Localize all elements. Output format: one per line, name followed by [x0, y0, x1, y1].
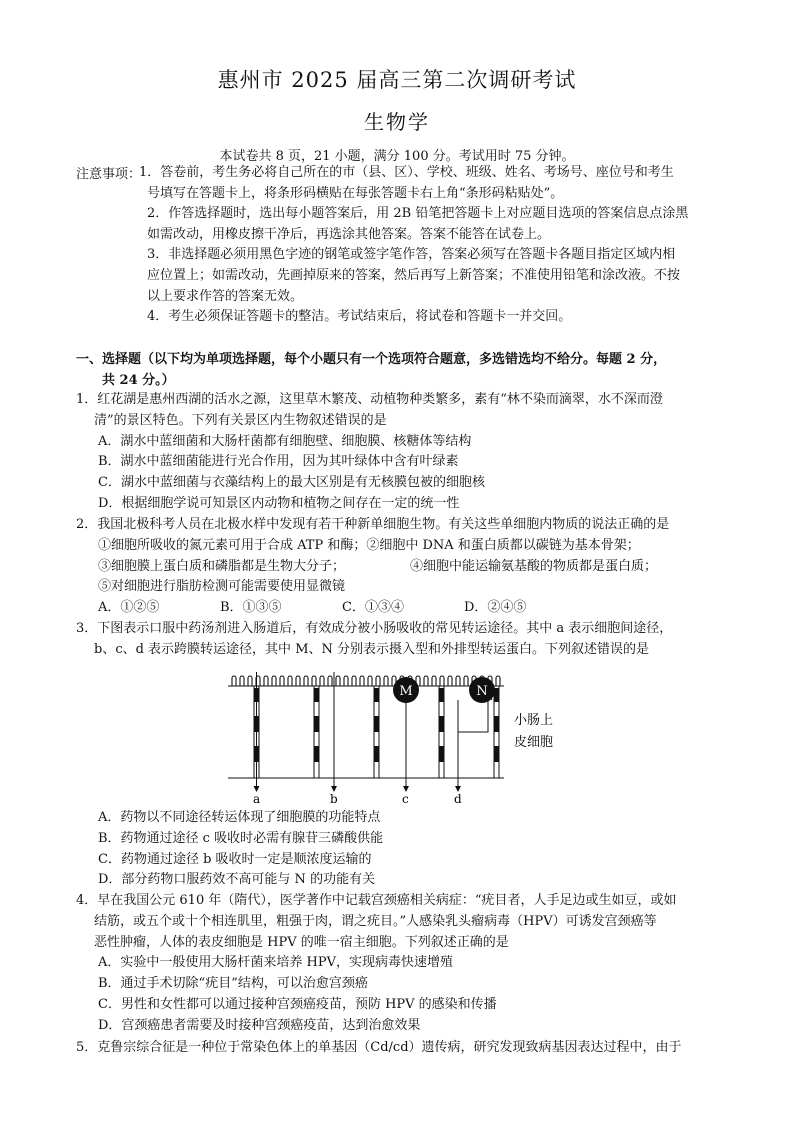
- notice-label: 注意事项：: [76, 167, 142, 182]
- statement-line: ③细胞膜上蛋白质和磷脂都是生物大分子； ④细胞中能运输氨基酸的物质都是蛋白质；: [98, 558, 658, 574]
- option-d: D．根据细胞学说可知景区内动物和植物之间存在一定的统一性: [98, 495, 460, 511]
- question-4: [76, 891, 720, 1037]
- section-heading-line: 一、选择题（以下均为单项选择题，每个小题只有一个选项符合题意，多选错选均不给分。每题 2 分，: [76, 352, 667, 367]
- label-n: N: [476, 684, 488, 699]
- notice-line: 如需改动，用橡皮擦干净后，再选涂其他答案。答案不能答在试卷上。: [147, 226, 551, 242]
- exam-info: 本试卷共 8 页，21 小题，满分 100 分。考试用时 75 分钟。: [219, 149, 575, 164]
- choice-row: [76, 598, 720, 619]
- option-c: C．男性和女性都可以通过接种宫颈癌疫苗，预防 HPV 的感染和传播: [98, 996, 497, 1012]
- option-a: A．实验中一般使用大肠杆菌来培养 HPV，实现病毒快速增殖: [98, 955, 453, 971]
- option-d: D．部分药物口服药效不高可能与 N 的功能有关: [98, 872, 376, 888]
- notice-line: 1．答卷前，考生务必将自己所在的市（县、区）、学校、班级、姓名、考场号、座位号和考生: [139, 165, 674, 180]
- intestine-transport-diagram: [226, 670, 596, 805]
- section-heading-line: 共 24 分。）: [102, 373, 175, 388]
- notice-line: 3．非选择题必须用黑色字迹的钢笔或签字笔作答，答案必须写在答题卡各题目指定区域内相: [147, 247, 676, 263]
- option-b: B．药物通过途径 c 吸收时必需有腺苷三磷酸供能: [98, 830, 384, 846]
- label-b: b: [330, 792, 338, 805]
- option-a: A．湖水中蓝细菌和大肠杆菌都有细胞壁、细胞膜、核糖体等结构: [98, 433, 472, 449]
- option-c: C．湖水中蓝细菌与衣藻结构上的最大区别是有无核膜包被的细胞核: [98, 475, 485, 491]
- notice-line: 号填写在答题卡上，将条形码横贴在每张答题卡右上角“条形码粘贴处”。: [147, 185, 564, 201]
- label-m: M: [399, 684, 413, 699]
- option-c: C．①③④: [342, 600, 404, 616]
- question-5: [76, 1038, 720, 1059]
- tight-junctions: [254, 688, 499, 762]
- option-d: D．宫颈癌患者需要及时接种宫颈癌疫苗，达到治愈效果: [98, 1017, 421, 1033]
- label-d: d: [454, 792, 462, 805]
- section-heading: [76, 349, 720, 391]
- option-d: D．②④⑤: [464, 600, 527, 616]
- question-stem: 5．克鲁宗综合征是一种位于常染色体上的单基因（Cd/cd）遗传病，研究发现致病基因表达过程中，由于: [76, 1040, 682, 1055]
- question-3-options: [76, 808, 720, 891]
- option-b: B．①③⑤: [220, 600, 282, 616]
- question-stem: 1．红花湖是惠州西湖的活水之源，这里草木繁茂、动植物种类繁多，素有“林不染而滴翠，水不深而澄 清”的景区特色。下列有关景区内生物叙述错误的是: [76, 392, 663, 428]
- notice-line: 应位置上；如需改动，先画掉原来的答案，然后再写上新答案；不准使用铅笔和涂改液。不按: [147, 267, 681, 283]
- cell-label-line2: 皮细胞: [514, 735, 554, 750]
- question-stem: 3．下图表示口服中药汤剂进入肠道后，有效成分被小肠吸收的常见转运途径。其中 a 表示细胞间途径， b、c、d 表示跨膜转运途径，其中 M、N 分别表示摄入型和外排型转运蛋白。下列叙述错误的是: [76, 621, 673, 657]
- notice-line: 以上要求作答的答案无效。: [147, 288, 304, 304]
- notice-list: [139, 163, 719, 328]
- microvilli-border: [228, 676, 504, 686]
- option-b: B．湖水中蓝细菌能进行光合作用，因为其叶绿体中含有叶绿素: [98, 454, 459, 470]
- option-c: C．药物通过途径 b 吸收时一定是顺浓度运输的: [98, 851, 372, 867]
- notice-line: 2．作答选择题时，选出每小题答案后，用 2B 铅笔把答题卡上对应题目选项的答案信息点涂黑: [147, 206, 689, 222]
- option-a: A．药物以不同途径转运体现了细胞膜的功能特点: [98, 810, 381, 825]
- question-2: [76, 515, 720, 619]
- statement-line: ①细胞所吸收的氮元素可用于合成 ATP 和酶；②细胞中 DNA 和蛋白质都以碳链为基本骨架；: [98, 537, 640, 553]
- exam-title: 惠州市 2025 届高三第二次调研考试: [217, 68, 577, 92]
- option-b: B．通过手术切除“疣目”结构，可以治愈宫颈癌: [98, 976, 368, 992]
- statement-line: ⑤对细胞进行脂肪检测可能需要使用显微镜: [98, 579, 346, 595]
- notice-line: 4．考生必须保证答题卡的整洁。考试结束后，将试卷和答题卡一并交回。: [147, 309, 572, 325]
- question-1: [76, 390, 720, 515]
- label-a: a: [253, 792, 261, 805]
- option-a: A．①②⑤: [98, 600, 160, 616]
- exam-subject: 生物学: [364, 110, 430, 134]
- label-c: c: [402, 792, 409, 805]
- question-stem: 4．早在我国公元 610 年（隋代），医学著作中记载宫颈癌相关病症：“疣目者，人手足边或生如豆，或如 结筋，或五个或十个相连肌里，粗强于肉，谓之疣目。”人感染乳头瘤病毒（HPV）可诱发宫颈癌等 恶性肿瘤，人体的表皮细胞是 HPV 的唯一宿主细胞。下列叙述正确的是: [76, 893, 677, 950]
- cell-label-line1: 小肠上: [514, 713, 554, 728]
- question-stem: 2．我国北极科考人员在北极水样中发现有若干种新单细胞生物。有关这些单细胞内物质的说法正确的是: [76, 517, 670, 532]
- question-3: [76, 619, 720, 661]
